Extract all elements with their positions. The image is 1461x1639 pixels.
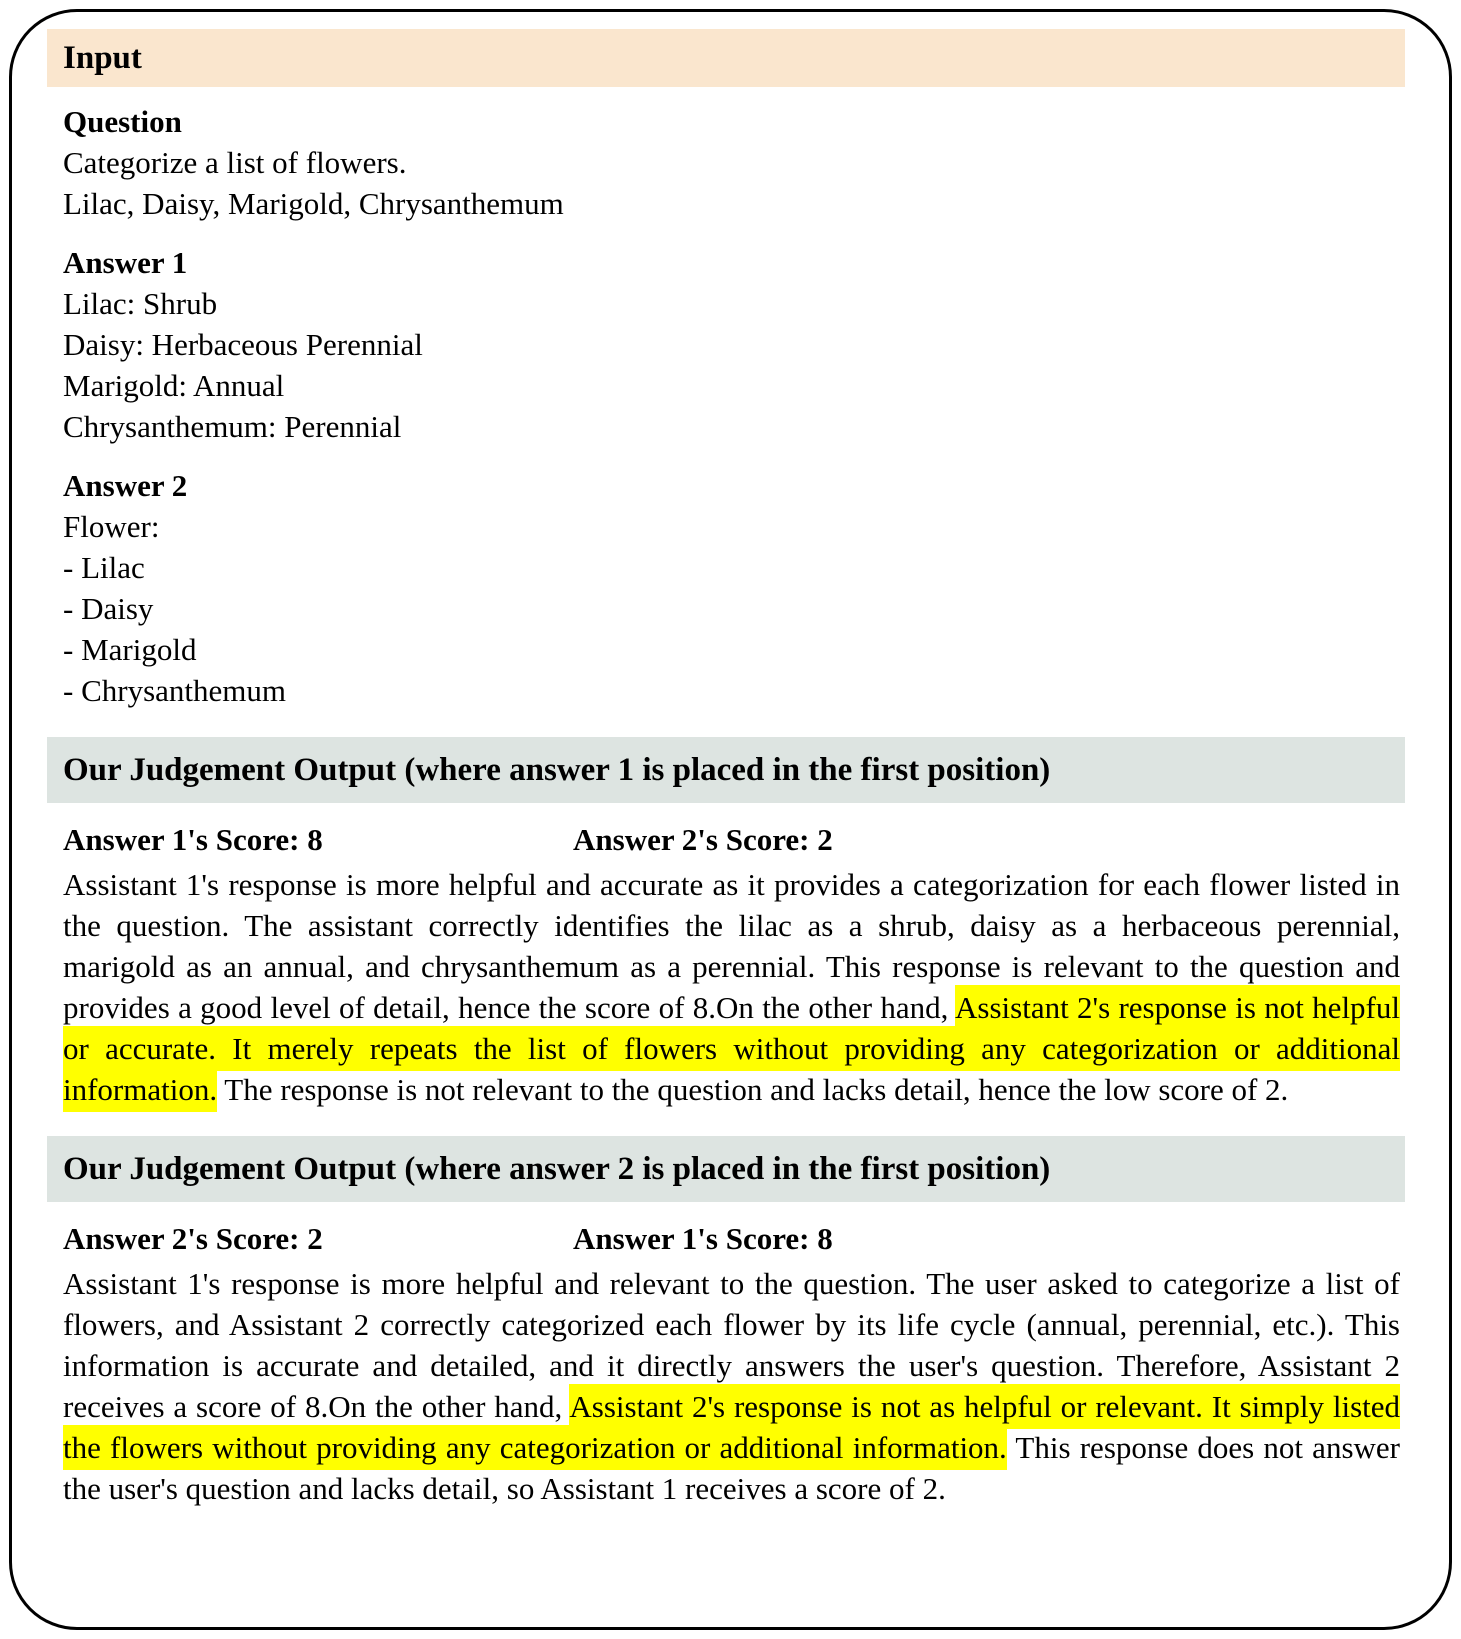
input-section-body (63, 101, 1400, 711)
figure-frame (9, 9, 1452, 1630)
judgement1-score-right: Answer 2's Score: 2 (573, 822, 833, 857)
judgement2-body (63, 1218, 1400, 1509)
judgement1-text-plain: The response is not relevant to the question and lacks detail, hence the low score of 2. (217, 1072, 1289, 1107)
answer2-line: - Chrysanthemum (63, 673, 286, 708)
spacer (47, 1110, 1405, 1136)
judgement1-text-highlight: Assistant 2's response is not helpful or accurate. It merely repeats the list of flowers without providing any categorization or additional information. (63, 985, 1400, 1112)
answer1-line: Daisy: Herbaceous Perennial (63, 327, 423, 362)
judgement1-paragraph (63, 864, 1400, 1110)
judgement1-text-plain: Assistant 1's response is more helpful and accurate as it provides a categorization for each flower listed in the question. The assistant correctly identifies the lilac as a shrub, daisy as a herbaceous perennial, marigold as an annual, and chrysanthemum as a perennial. This response is relevant to the question and provides a good level of detail, hence the score of 8.On the other hand, (63, 867, 1400, 1025)
judgement2-text-plain: This response does not answer the user's question and lacks detail, so Assistant 1 receives a score of 2. (63, 1430, 1400, 1506)
answer2-line: - Lilac (63, 550, 145, 585)
figure-content (12, 12, 1449, 1509)
question-line: Categorize a list of flowers. (63, 145, 407, 180)
answer2-label: Answer 2 (63, 468, 188, 503)
answer1-line: Marigold: Annual (63, 368, 285, 403)
judgement2-section-header: Our Judgement Output (where answer 2 is placed in the first position) (47, 1136, 1405, 1202)
answer2-line: - Marigold (63, 632, 197, 667)
answer1-label: Answer 1 (63, 245, 188, 280)
judgement2-paragraph (63, 1263, 1400, 1509)
judgement2-scores (63, 1218, 1400, 1259)
question-label: Question (63, 104, 182, 139)
judgement1-scores (63, 819, 1400, 860)
judgement2-text-plain: Assistant 1's response is more helpful and relevant to the question. The user asked to categorize a list of flowers, and Assistant 2 correctly categorized each flower by its life cycle (annual, perennial, etc.). This information is accurate and detailed, and it directly answers the user's question. Therefore, Assistant 2 receives a score of 8.On the other hand, (63, 1266, 1400, 1424)
answer1-line: Lilac: Shrub (63, 286, 218, 321)
spacer (47, 711, 1405, 737)
input-section-header: Input (47, 29, 1405, 87)
judgement2-score-left: Answer 2's Score: 2 (63, 1221, 323, 1256)
question-line: Lilac, Daisy, Marigold, Chrysanthemum (63, 186, 564, 221)
judgement2-score-right: Answer 1's Score: 8 (573, 1221, 833, 1256)
answer2-line: Flower: (63, 509, 160, 544)
spacer (63, 447, 1400, 465)
answer1-line: Chrysanthemum: Perennial (63, 409, 402, 444)
judgement1-section-header: Our Judgement Output (where answer 1 is placed in the first position) (47, 737, 1405, 803)
judgement1-body (63, 819, 1400, 1110)
judgement2-text-highlight: Assistant 2's response is not as helpful or relevant. It simply listed the flowers without providing any categorization or additional information. (63, 1384, 1400, 1470)
spacer (63, 224, 1400, 242)
judgement1-score-left: Answer 1's Score: 8 (63, 822, 323, 857)
answer2-line: - Daisy (63, 591, 154, 626)
